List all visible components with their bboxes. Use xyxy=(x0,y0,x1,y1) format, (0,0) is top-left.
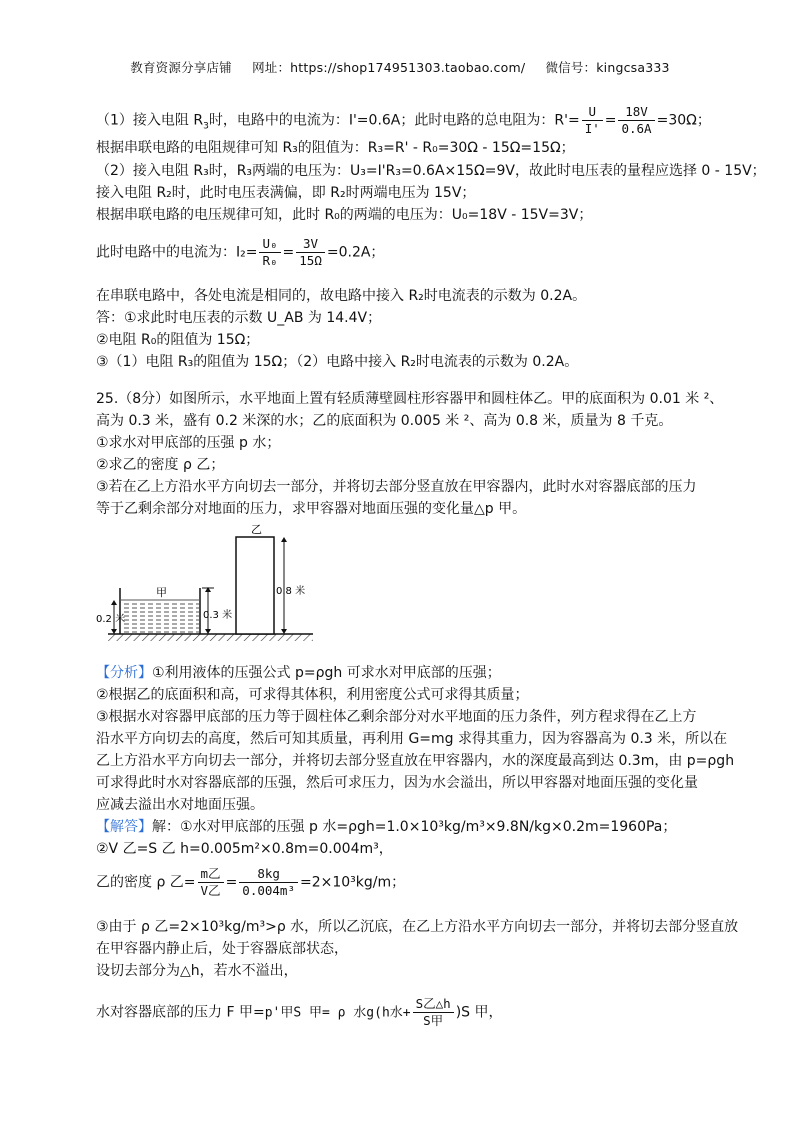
analysis-tag: 【分析】 xyxy=(96,665,152,681)
label-08: 0.8 米 xyxy=(276,586,306,597)
analysis-line-7: 应减去溢出水对地面压强。 xyxy=(96,797,264,813)
container-diagram xyxy=(96,522,318,652)
fraction: $\frac{\text{m乙}}{\text{V乙}}$ xyxy=(198,866,224,899)
prev-line-10: ③（1）电阻 R₃的阻值为 15Ω；（2）电路中接入 R₂时电流表的示数为 0.2A。 xyxy=(96,354,579,370)
answer-line-5: 在甲容器内静止后，处于容器底部状态， xyxy=(96,941,348,957)
question-line-5: ③若在乙上方沿水平方向切去一部分，并将切去部分竖直放在甲容器内，此时水对容器底部的压力 xyxy=(96,479,697,495)
prev-line-9: ②电阻 R₀的阻值为 15Ω； xyxy=(96,332,260,348)
answer-line-2: ②V 乙=S 乙 h=0.005m²×0.8m=0.004m³， xyxy=(96,841,393,857)
prev-line-4: 接入电阻 R₂时，此时电压表满偏，即 R₂时两端电压为 15V； xyxy=(96,185,476,201)
question-line-2: 高为 0.3 米，盛有 0.2 米深的水；乙的底面积为 0.005 米 ²、高为 0.8 米，质量为 8 千克。 xyxy=(96,413,673,429)
prev-line-7: 在串联电路中，各处电流是相同的，故电路中接入 R₂时电流表的示数为 0.2A。 xyxy=(96,288,587,304)
fraction: $\frac{\text{U₀}}{\text{R₀}}$ xyxy=(259,236,280,269)
analysis-line-6: 可求得此时水对容器底部的压强，然后可求压力，因为水会溢出，所以甲容器对地面压强的变化量 xyxy=(96,775,698,791)
label-03: 0.3 米 xyxy=(203,610,233,621)
fraction: $\frac{U}{I'}$ xyxy=(582,104,603,137)
answer-tag: 【解答】 xyxy=(96,819,152,835)
answer-line-1: 【解答】解：①水对甲底部的压强 p 水=ρgh=1.0×10³kg/m³×9.8N/kg×0.2m=1960Pa； xyxy=(96,819,677,835)
answer-line-4: ③由于 ρ 乙=2×10³kg/m³>ρ 水，所以乙沉底，在乙上方沿水平方向切去一部分，并将切去部分竖直放 xyxy=(96,919,739,935)
label-02: 0.2 米 xyxy=(96,614,126,625)
prev-line-6: 此时电路中的电流为：I₂= $\frac{\text{U₀}}{\text{R₀}}$ = $\frac{3V}{15\Omega}$ =0.2A； xyxy=(96,236,385,268)
prev-line-5: 根据串联电路的电压规律可知，此时 R₀的两端的电压为：U₀=18V - 15V=3V； xyxy=(96,207,593,223)
answer-line-3: 乙的密度 ρ 乙= $\frac{\text{m乙}}{\text{V乙}}$ = $\frac{8kg}{\text{0.004m³}}$ =2×10³kg/m； xyxy=(96,866,406,898)
analysis-line-3: ③根据水对容器甲底部的压力等于圆柱体乙剩余部分对水平地面的压力条件，列方程求得在乙上方 xyxy=(96,709,697,725)
analysis-line-1: 【分析】①利用液体的压强公式 p=ρgh 可求水对甲底部的压强； xyxy=(96,665,501,681)
cylinder-yi xyxy=(236,537,274,634)
question-line-6: 等于乙剩余部分对地面的压力，求甲容器对地面压强的变化量△p 甲。 xyxy=(96,501,527,517)
question-line-3: ①求水对甲底部的压强 p 水； xyxy=(96,435,281,451)
answer-line-6: 设切去部分为△h，若水不溢出， xyxy=(96,963,298,979)
header-url: 网址：https://shop174951303.taobao.com/ xyxy=(252,60,526,75)
fraction: $\frac{18V}{0.6A}$ xyxy=(618,104,654,137)
fraction: $\frac{3V}{15\Omega}$ xyxy=(296,236,325,269)
question-line-1: 25.（8分）如图所示，水平地面上置有轻质薄壁圆柱形容器甲和圆柱体乙。甲的底面积为 0.01 米 ²、 xyxy=(96,391,724,407)
header-shop: 教育资源分享店铺 xyxy=(130,60,232,75)
answer-line-7: 水对容器底部的压力 F 甲=p'甲S 甲= ρ 水g(h水+ $\frac{\text{S乙△h}}{\text{S甲}}$ )S 甲， xyxy=(96,996,503,1028)
fraction: $\frac{8kg}{\text{0.004m³}}$ xyxy=(239,866,298,899)
analysis-line-4: 沿水平方向切去的高度，然后可知其质量，再利用 G=mg 求得其重力，因为容器高为 0.3 米，所以在 xyxy=(96,731,728,747)
label-yi: 乙 xyxy=(251,523,262,536)
label-jia: 甲 xyxy=(156,586,167,599)
page-header xyxy=(0,58,800,76)
analysis-line-5: 乙上方沿水平方向切去一部分，并将切去部分竖直放在甲容器内，水的深度最高到达 0.3m，由 p=ρgh xyxy=(96,753,735,769)
ground xyxy=(108,634,313,641)
prev-line-1: （1）接入电阻 $R_3$时，电路中的电流为：I'=0.6A；此时电路的总电阻为：R'= $\frac{U}{I'}$ = $\frac{18V}{0.6A}$ =30Ω； xyxy=(96,104,711,136)
fraction: $\frac{\text{S乙△h}}{\text{S甲}}$ xyxy=(413,996,454,1029)
prev-line-2: 根据串联电路的电阻规律可知 R₃的阻值为：R₃=R' - R₀=30Ω - 15Ω=15Ω； xyxy=(96,140,575,156)
header-wechat: 微信号：kingcsa333 xyxy=(545,60,670,75)
question-line-4: ②求乙的密度 ρ 乙； xyxy=(96,457,225,473)
analysis-line-2: ②根据乙的底面积和高，可求得其体积，利用密度公式可求得其质量； xyxy=(96,687,529,703)
prev-line-8: 答：①求此时电压表的示数 U_AB 为 14.4V； xyxy=(96,310,382,326)
prev-line-3: （2）接入电阻 R₃时，R₃两端的电压为：U₃=I'R₃=0.6A×15Ω=9V，故此时电压表的量程应选择 0 - 15V； xyxy=(96,163,766,179)
